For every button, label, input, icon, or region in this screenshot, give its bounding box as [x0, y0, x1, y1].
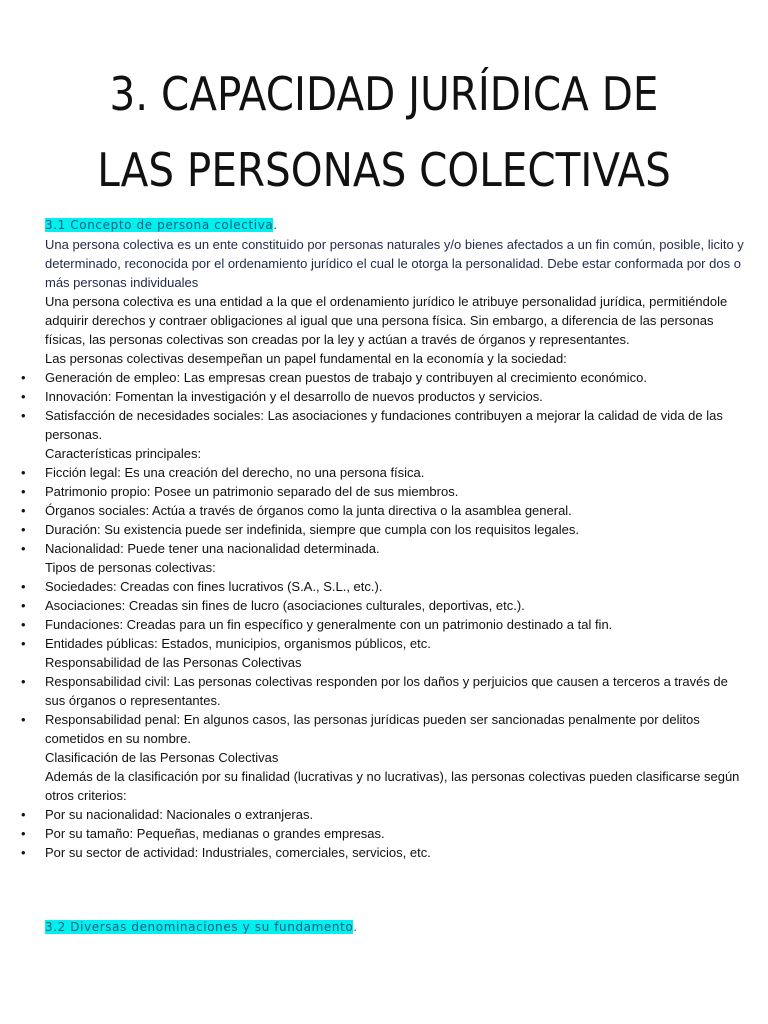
responsibility-list — [45, 672, 745, 748]
list-item: • Asociaciones: Creadas sin fines de lucro (asociaciones culturales, deportivas, etc.). — [45, 596, 745, 615]
section-heading-2-suffix: . — [353, 919, 357, 934]
section-heading-2 — [45, 917, 745, 937]
section-heading-1 — [45, 215, 745, 235]
list-item: • Nacionalidad: Puede tener una nacionalidad determinada. — [45, 539, 745, 558]
types-title: Tipos de personas colectivas: — [45, 560, 216, 575]
list-item: • Generación de empleo: Las empresas crean puestos de trabajo y contribuyen al crecimiento económico. — [45, 368, 745, 387]
classification-intro: Además de la clasificación por su finalidad (lucrativas y no lucrativas), las personas colectivas pueden clasificarse según otros criterios: — [45, 769, 740, 803]
document-body — [45, 215, 745, 937]
list-item: • Por su tamaño: Pequeñas, medianas o grandes empresas. — [45, 824, 745, 843]
list-item: • Satisfacción de necesidades sociales: Las asociaciones y fundaciones contribuyen a mejorar la calidad de vida de las personas. — [45, 406, 745, 444]
definition-paragraph: Una persona colectiva es un ente constituido por personas naturales y/o bienes afectados a un fin común, posible, licito y determinado, reconocida por el ordenamiento jurídico el cual le otorga la personalidad. Debe estar conformada por dos o más personas individuales — [45, 237, 744, 290]
role-intro: Las personas colectivas desempeñan un papel fundamental en la economía y la sociedad: — [45, 351, 567, 366]
section-spacer — [45, 862, 745, 917]
classification-title: Clasificación de las Personas Colectivas — [45, 750, 279, 765]
features-title: Características principales: — [45, 446, 202, 461]
list-item: • Duración: Su existencia puede ser indefinida, siempre que cumpla con los requisitos legales. — [45, 520, 745, 539]
list-item: • Entidades públicas: Estados, municipios, organismos públicos, etc. — [45, 634, 745, 653]
title-line-2: LAS PERSONAS COLECTIVAS — [97, 143, 671, 197]
classification-list — [45, 805, 745, 862]
list-item: • Sociedades: Creadas con fines lucrativos (S.A., S.L., etc.). — [45, 577, 745, 596]
list-item: • Fundaciones: Creadas para un fin específico y generalmente con un patrimonio destinado a tal fin. — [45, 615, 745, 634]
section-heading-2-text: 3.2 Diversas denominaciones y su fundamento — [45, 920, 354, 934]
list-item: • Por su nacionalidad: Nacionales o extranjeras. — [45, 805, 745, 824]
list-item: • Ficción legal: Es una creación del derecho, no una persona física. — [45, 463, 745, 482]
section-heading-1-text: 3.1 Concepto de persona colectiva — [45, 218, 274, 232]
list-item: • Responsabilidad civil: Las personas colectivas responden por los daños y perjuicios que causen a terceros a través de sus órganos o representantes. — [45, 672, 745, 710]
document-title — [46, 56, 722, 208]
list-item: • Innovación: Fomentan la investigación y el desarrollo de nuevos productos y servicios. — [45, 387, 745, 406]
features-list — [45, 463, 745, 558]
list-item: • Patrimonio propio: Posee un patrimonio separado del de sus miembros. — [45, 482, 745, 501]
section-heading-1-suffix: . — [273, 217, 277, 232]
list-item: • Responsabilidad penal: En algunos casos, las personas jurídicas pueden ser sancionadas penalmente por delitos cometidos en su nombre. — [45, 710, 745, 748]
types-list — [45, 577, 745, 653]
list-item: • Por su sector de actividad: Industriales, comerciales, servicios, etc. — [45, 843, 745, 862]
title-line-1: 3. CAPACIDAD JURÍDICA DE — [109, 67, 659, 121]
intro-paragraph: Una persona colectiva es una entidad a la que el ordenamiento jurídico le atribuye personalidad jurídica, permitiéndole adquirir derechos y contraer obligaciones al igual que una persona física. Sin embargo, a diferencia de las personas físicas, las personas colectivas son creadas por la ley y actúan a través de órganos y representantes. — [45, 294, 728, 347]
list-item: • Órganos sociales: Actúa a través de órganos como la junta directiva o la asamblea general. — [45, 501, 745, 520]
responsibility-title: Responsabilidad de las Personas Colectivas — [45, 655, 302, 670]
roles-list — [45, 368, 745, 444]
